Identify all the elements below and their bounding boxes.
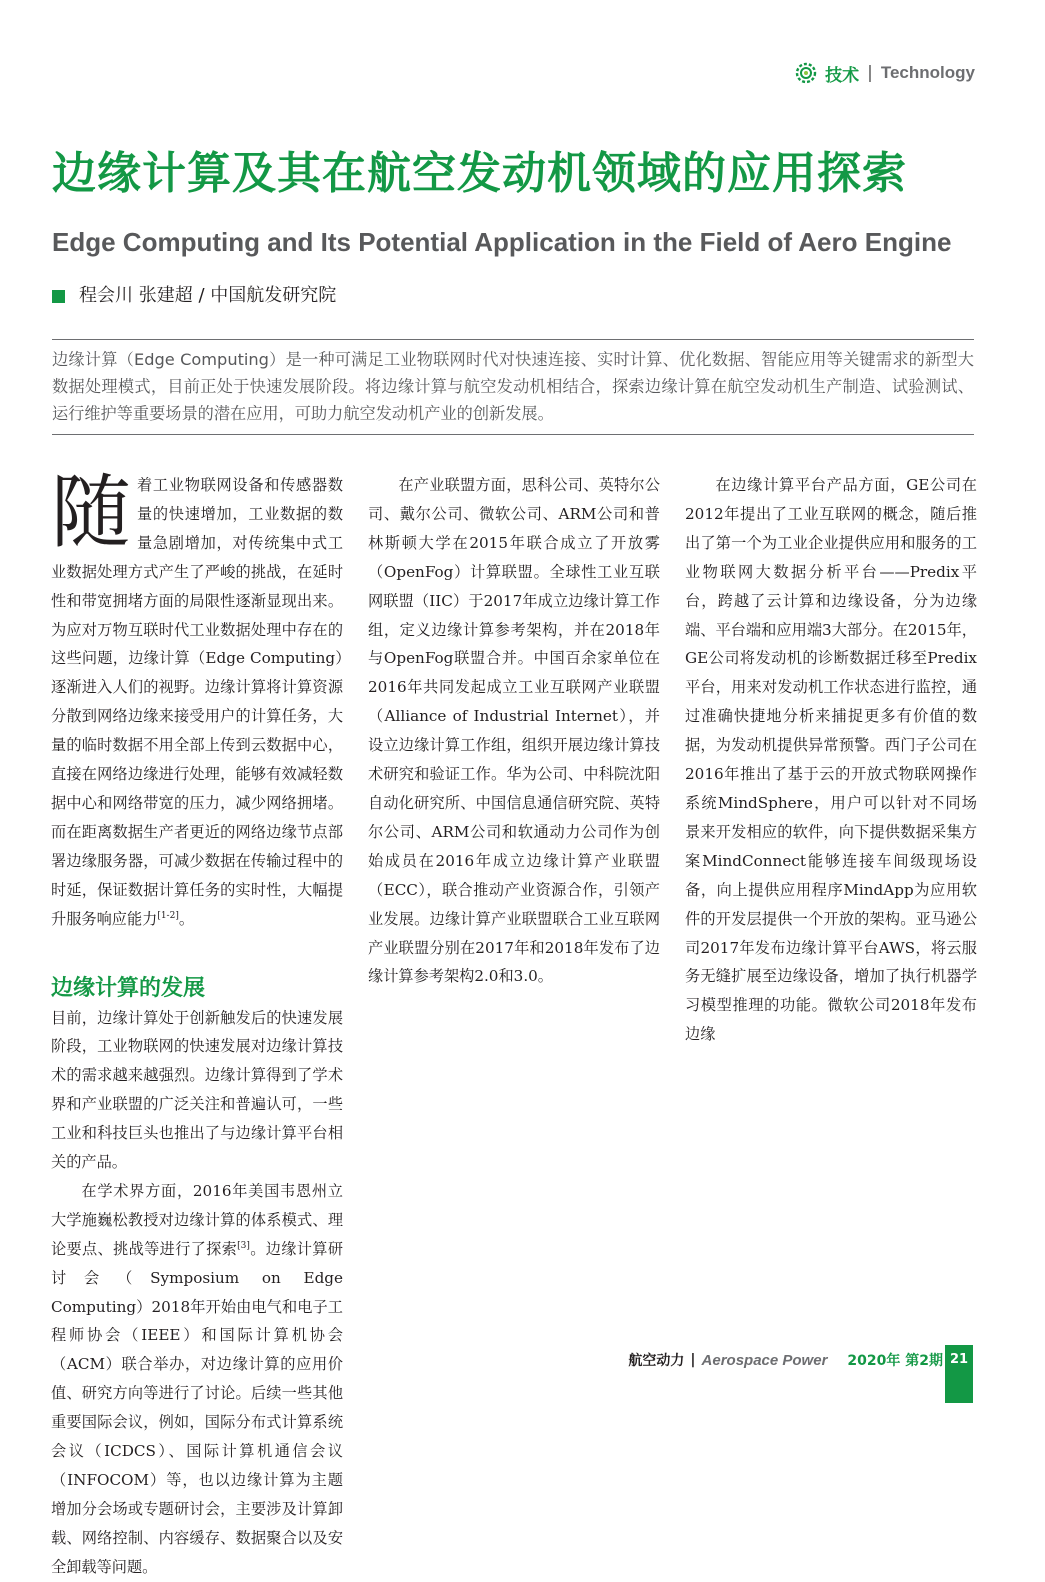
column-2 bbox=[368, 471, 660, 991]
page-footer bbox=[628, 1350, 943, 1370]
author-line bbox=[52, 283, 336, 309]
paragraph-academia-text: 在学术界方面，2016年美国韦恩州立大学施巍松教授对边缘计算的体系模式、理论要点、挑战等进行了探索 bbox=[51, 1181, 343, 1258]
journal-name-zh: 航空动力 bbox=[628, 1353, 685, 1369]
paragraph-academia bbox=[51, 1177, 343, 1582]
citation-ref: [1-2] bbox=[157, 910, 179, 921]
citation-ref: [3] bbox=[237, 1240, 250, 1251]
journal-name-en: Aerospace Power bbox=[701, 1351, 828, 1369]
dropcap: 随 bbox=[51, 466, 131, 559]
section-tag bbox=[795, 60, 975, 86]
article-title-zh: 边缘计算及其在航空发动机领域的应用探索 bbox=[52, 148, 907, 199]
column-3 bbox=[685, 471, 977, 1049]
article-title-en: Edge Computing and Its Potential Application in the Field of Aero Engine bbox=[52, 227, 952, 257]
paragraph-development: 目前，边缘计算处于创新触发后的快速发展阶段，工业物联网的快速发展对边缘计算技术的需求越来越强烈。边缘计算得到了学术界和产业联盟的广泛关注和普遍认可，一些工业和科技巨头也推出了与边缘计算平台相关的产品。 bbox=[51, 1008, 343, 1172]
section-label-en: Technology bbox=[880, 63, 975, 82]
column-1 bbox=[51, 466, 344, 1576]
journal-separator: | bbox=[690, 1352, 696, 1368]
issue-label: 2020年 第2期 bbox=[847, 1353, 943, 1369]
gear-icon bbox=[795, 62, 817, 84]
paragraph-intro-end: 。 bbox=[178, 909, 195, 928]
authors: 程会川 张建超 / 中国航发研究院 bbox=[79, 285, 337, 306]
section-label-zh: 技术 bbox=[825, 65, 860, 86]
paragraph-platforms: 在边缘计算平台产品方面，GE公司在2012年提出了工业互联网的概念，随后推出了第一个为工业企业提供应用和服务的工业物联网大数据分析平台——Predix平台，跨越了云计算和边缘设备，分为边缘端、平台端和应用端3大部分。在2015年，GE公司将发动机的诊断数据迁移至Predix平台，用来对发动机工作状态进行监控，通过准确快捷地分析来捕捉更多有价值的数据，为发动机提供异常预警。西门子公司在2016年推出了基于云的开放式物联网操作系统MindSphere，用户可以针对不同场景来开发相应的软件，向下提供数据采集方案MindConnect能够连接车间级现场设备，向上提供应用程序MindApp为应用软件的开发层提供一个开放的架构。亚马逊公司2017年发布边缘计算平台AWS，将云服务无缝扩展至边缘设备，增加了执行机器学习模型推理的功能。微软公司2018年发布边缘 bbox=[685, 476, 977, 1044]
bullet-square-icon bbox=[52, 290, 65, 303]
page-number: 21 bbox=[945, 1345, 973, 1403]
paragraph-academia-text-cont: 。边缘计算研讨会（Symposium on Edge Computing）2018年开始由电气和电子工程师协会（IEEE）和国际计算机协会（ACM）联合举办，对边缘计算的应用价值、研究方向等进行了讨论。后续一些其他重要国际会议，例如，国际分布式计算系统会议（ICDCS）、国际计算机通信会议（INFOCOM）等，也以边缘计算为主题增加分会场或专题研讨会，主要涉及计算卸载、网络控制、内容缓存、数据聚合以及安全卸载等问题。 bbox=[51, 1239, 344, 1576]
paragraph-industry: 在产业联盟方面，思科公司、英特尔公司、戴尔公司、微软公司、ARM公司和普林斯顿大学在2015年联合成立了开放雾（OpenFog）计算联盟。全球性工业互联网联盟（IIC）于2017年成立边缘计算工作组，定义边缘计算参考架构，并在2018年与OpenFog联盟合并。中国百余家单位在2016年共同发起成立工业互联网产业联盟（Alliance of Industrial Internet），并设立边缘计算工作组，组织开展边缘计算技术研究和验证工作。华为公司、中科院沈阳自动化研究所、中国信息通信研究院、英特尔公司、ARM公司和软通动力公司作为创始成员在2016年成立边缘计算产业联盟（ECC），联合推动产业资源合作，引领产业发展。边缘计算产业联盟联合工业互联网产业联盟分别在2017年和2018年发布了边缘计算参考架构2.0和3.0。 bbox=[368, 476, 660, 986]
abstract: 边缘计算（Edge Computing）是一种可满足工业物联网时代对快速连接、实时计算、优化数据、智能应用等关键需求的新型大数据处理模式，目前正处于快速发展阶段。将边缘计算与航空发动机相结合，探索边缘计算在航空发动机生产制造、试验测试、运行维护等重要场景的潜在应用，可助力航空发动机产业的创新发展。 bbox=[52, 339, 974, 435]
paragraph-intro-text: 着工业物联网设备和传感器数量的快速增加，工业数据的数量急剧增加，对传统集中式工业数据处理方式产生了严峻的挑战，在延时性和带宽拥堵方面的局限性逐渐显现出来。为应对万物互联时代工业数据处理中存在的这些问题，边缘计算（Edge Computing）逐渐进入人们的视野。边缘计算将计算资源分散到网络边缘来接受用户的计算任务，大量的临时数据不用全部上传到云数据中心，直接在网络边缘进行处理，能够有效减轻数据中心和网络带宽的压力，减少网络拥堵。而在距离数据生产者更近的网络边缘节点部署边缘服务器，可减少数据在传输过程中的时延，保证数据计算任务的实时性，大幅提升服务响应能力 bbox=[51, 476, 343, 928]
section-heading: 边缘计算的发展 bbox=[51, 975, 206, 1001]
section-separator: | bbox=[867, 63, 873, 83]
